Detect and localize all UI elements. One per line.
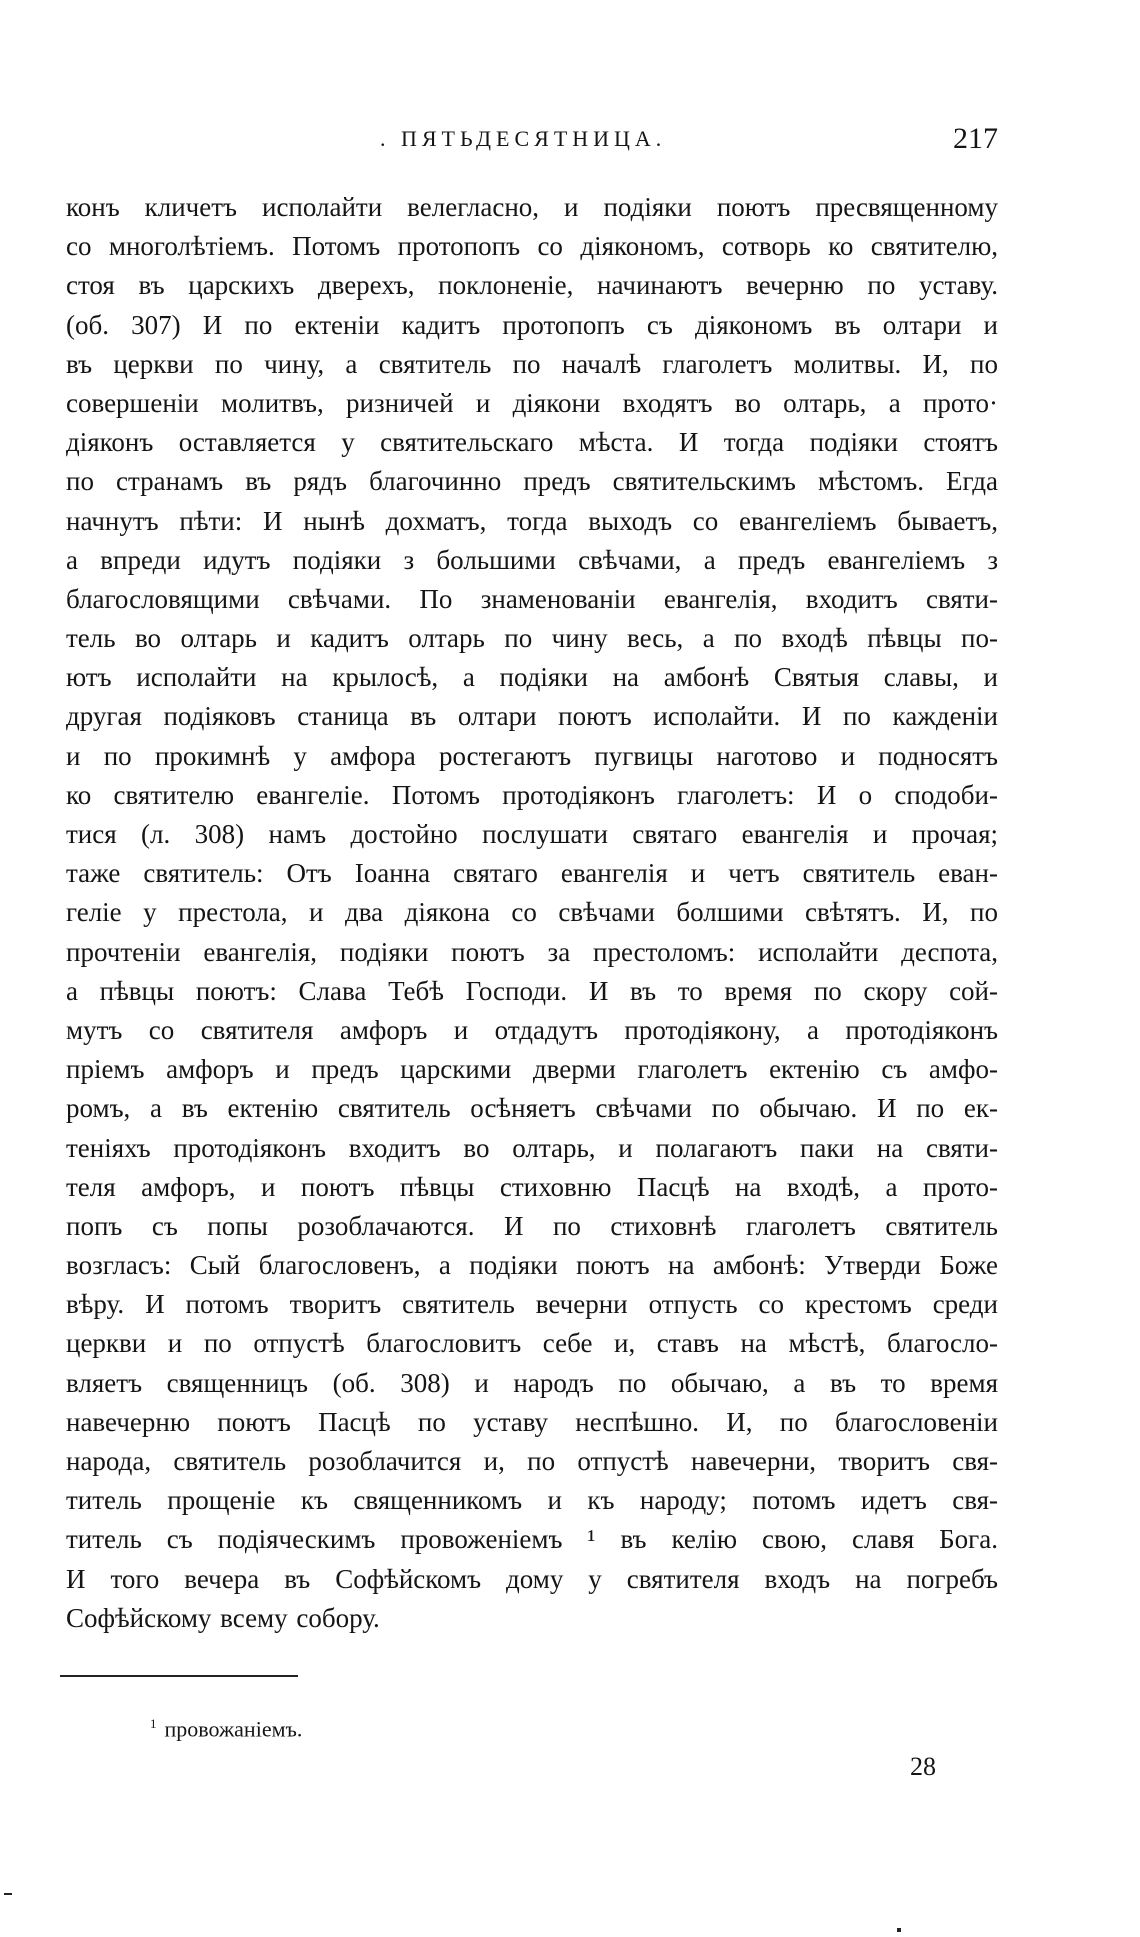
text-line: возгласъ: Сый благословенъ, а подіяки поютъ на амбонѣ: Утверди Боже [66,1250,998,1281]
running-title: . ПЯТЬДЕСЯТНИЦА. [380,126,667,151]
text-line: попъ съ попы розоблачаются. И по стиховнѣ глаголетъ святитель [66,1210,998,1241]
text-line: совершеніи молитвъ, ризничей и діякони входятъ во олтарь, а прото· [66,387,998,418]
text-line: теніяхъ протодіяконъ входитъ во олтарь, и полагаютъ паки на святи- [66,1132,998,1163]
text-line: (об. 307) И по ектеніи кадитъ протопопъ съ діякономъ въ олтари и [66,309,998,340]
text-line: благословящими свѣчами. По знаменованіи евангелія, входитъ святи- [66,583,998,614]
footnote [150,1716,302,1742]
text-line: діяконъ оставляется у святительскаго мѣста. И тогда подіяки стоятъ [66,427,998,458]
text-line: геліе у престола, и два діякона со свѣчами болшими свѣтятъ. И, по [66,897,998,928]
text-line: и по прокимнѣ у амфора ростегаютъ пугвицы наготово и подносятъ [66,740,998,771]
text-line: ромъ, а въ ектенію святитель осѣняетъ свѣчами по обычаю. И по ек- [66,1093,998,1124]
text-line: прочтеніи евангелія, подіяки поютъ за престоломъ: исполайти деспота, [66,936,998,967]
text-line: другая подіяковъ станица въ олтари поютъ исполайти. И по кажденіи [66,701,998,732]
text-line: ко святителю евангеліе. Потомъ протодіяконъ глаголетъ: И о сподоби- [66,779,998,810]
signature-mark: 28 [910,1752,936,1781]
text-line: а пѣвцы поютъ: Слава Тебѣ Господи. И въ то время по скору сой- [66,975,998,1006]
text-line: стоя въ царскихъ дверехъ, поклоненіе, начинаютъ вечерню по уставу. [66,270,998,301]
text-line: теля амфоръ, и поютъ пѣвцы стиховню Пасцѣ на входѣ, а прото- [66,1171,998,1202]
text-line: пріемъ амфоръ и предъ царскими дверми глаголетъ ектенію съ амфо- [66,1054,998,1085]
text-line: мутъ со святителя амфоръ и отдадутъ протодіякону, а протодіяконъ [66,1014,998,1045]
text-line: церкви и по отпустѣ благословитъ себе и, ставъ на мѣстѣ, благосло- [66,1328,998,1359]
text-line: навечерню поютъ Пасцѣ по уставу неспѣшно. И, по благословеніи [66,1406,998,1437]
text-line: тися (л. 308) намъ достойно послушати святаго евангелія и прочая; [66,819,998,849]
scan-mark [4,1893,12,1895]
scan-speck [897,1928,901,1932]
text-line: начнутъ пѣти: И нынѣ дохматъ, тогда выходъ со евангеліемъ бываетъ, [66,505,998,536]
text-line: народа, святитель розоблачится и, по отпустѣ навечерни, творитъ свя- [66,1446,998,1476]
body-text [66,188,998,1638]
text-line: И того вечера въ Софѣйскомъ дому у святителя входъ на погребъ [66,1563,998,1594]
text-line: конъ кличетъ исполайти велегласно, и подіяки поютъ пресвященному [66,192,998,222]
page-number: 217 [953,122,998,155]
text-line: тель во олтарь и кадитъ олтарь по чину весь, а по входѣ пѣвцы по- [66,623,998,654]
text-line: таже святитель: Отъ Іоанна святаго евангелія и четъ святитель еван- [66,858,998,889]
text-line: по странамъ въ рядъ благочинно предъ святительскимъ мѣстомъ. Егда [66,466,998,497]
footnote-marker: 1 [150,1716,157,1731]
footnote-divider [60,1675,298,1677]
text-line: ютъ исполайти на крылосѣ, а подіяки на амбонѣ Святыя славы, и [66,662,998,693]
text-line: титель прощеніе къ священникомъ и къ народу; потомъ идетъ свя- [66,1485,998,1516]
text-line: а впреди идутъ подіяки з большими свѣчами, а предъ евангеліемъ з [66,544,998,575]
text-line: со многолѣтіемъ. Потомъ протопопъ со діякономъ, сотворь ко святителю, [66,231,998,262]
text-line: въ церкви по чину, а святитель по началѣ глаголетъ молитвы. И, по [66,348,998,379]
text-line: вляетъ священницъ (об. 308) и народъ по обычаю, а въ то время [66,1367,998,1398]
footnote-text: провожаніемъ. [164,1716,303,1742]
text-line: Софѣйскому всему собору. [66,1602,380,1633]
text-line: титель съ подіяческимъ провоженіемъ ¹ въ келію свою, славя Бога. [66,1524,998,1555]
text-line: вѣру. И потомъ творитъ святитель вечерни отпусть со крестомъ среди [66,1289,998,1320]
